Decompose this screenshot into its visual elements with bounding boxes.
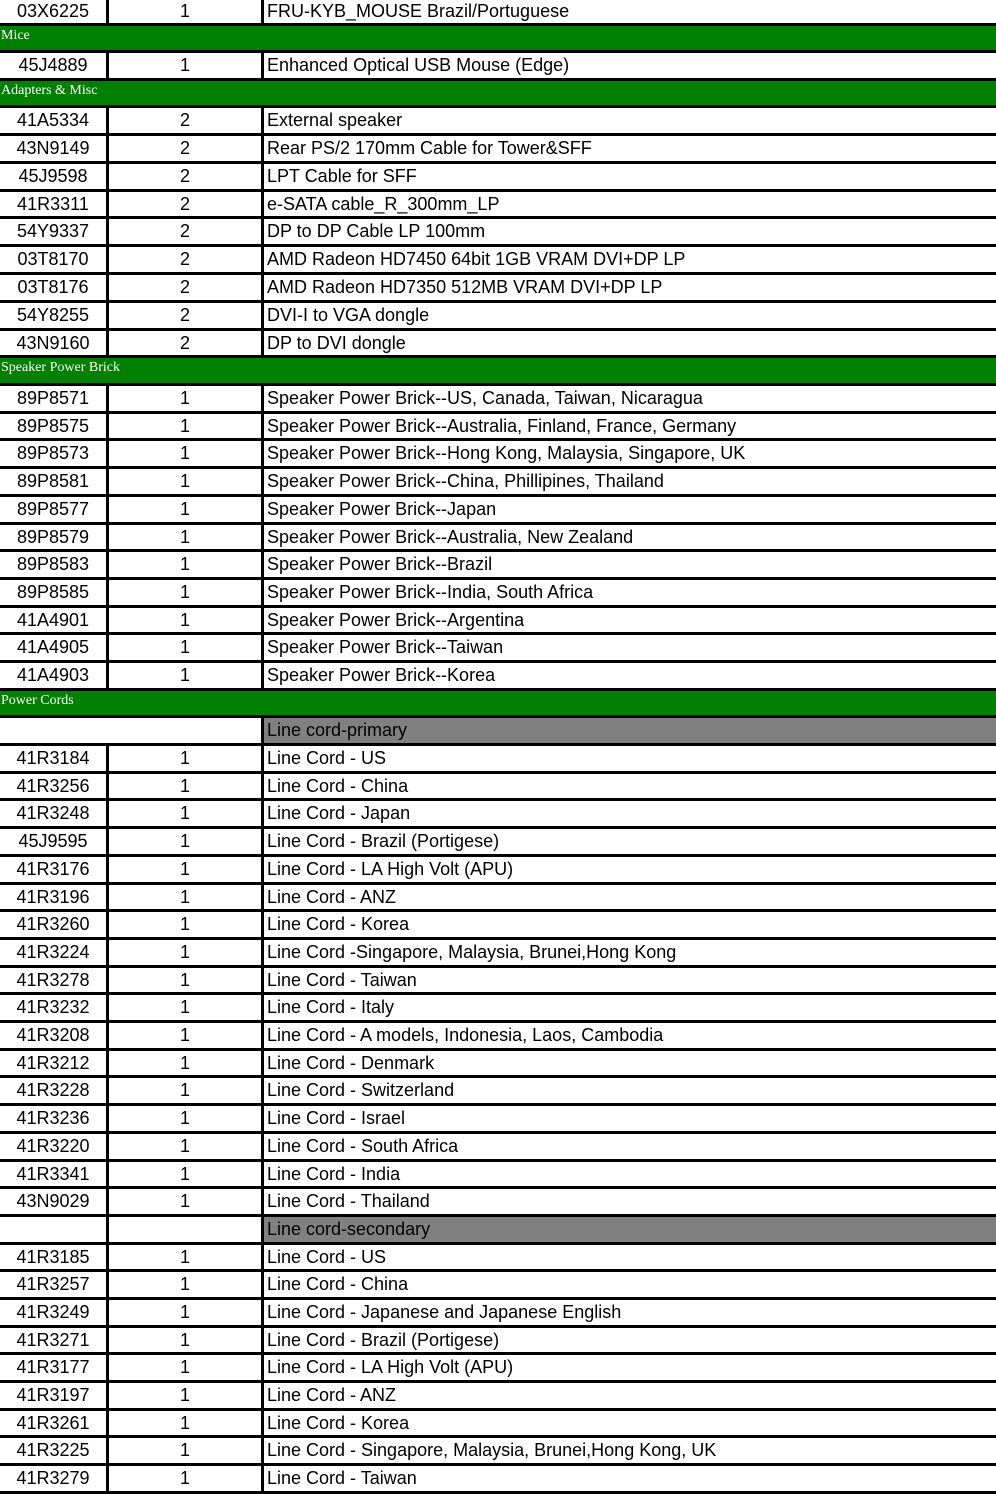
table-row: [0, 885, 996, 912]
section-header-row: [0, 691, 996, 718]
description-cell: Speaker Power Brick--Australia, New Zealand: [261, 525, 996, 549]
part-number-cell: 54Y9337: [16, 221, 90, 241]
quantity-cell: 1: [106, 386, 261, 411]
quantity-cell: 1: [106, 995, 261, 1020]
part-number-cell: 41A4905: [16, 637, 90, 657]
description-cell: Line Cord - South Africa: [261, 1134, 996, 1159]
quantity-cell: 1: [106, 801, 261, 826]
table-row: [0, 1078, 996, 1106]
quantity-cell: 1: [106, 469, 261, 494]
quantity-cell: 1: [106, 1272, 261, 1297]
table-row: [0, 1438, 996, 1466]
description-cell: Line Cord - Japanese and Japanese English: [261, 1300, 996, 1325]
part-number-cell: 41R3257: [16, 1274, 90, 1294]
quantity-cell: 1: [106, 857, 261, 882]
part-number-cell: 43N9029: [16, 1191, 90, 1211]
quantity-cell: 1: [106, 1162, 261, 1186]
quantity-cell: 1: [106, 497, 261, 522]
quantity-cell: 1: [106, 53, 261, 78]
part-number-cell: 89P8573: [16, 443, 90, 463]
description-cell: Line Cord - Israel: [261, 1106, 996, 1131]
quantity-cell: 1: [106, 1023, 261, 1048]
description-cell: Line Cord - LA High Volt (APU): [261, 1355, 996, 1380]
quantity-cell: 1: [106, 940, 261, 965]
table-row: [0, 608, 996, 635]
part-number-cell: 89P8585: [16, 582, 90, 602]
description-cell: Line Cord - Thailand: [261, 1189, 996, 1214]
part-number-cell: 41R3256: [16, 775, 90, 796]
part-number-cell: 41R3224: [16, 942, 90, 962]
part-number-cell: [0, 1217, 106, 1242]
quantity-cell: 1: [106, 525, 261, 549]
table-row: [0, 940, 996, 968]
quantity-cell: 1: [106, 1411, 261, 1435]
description-cell: Line Cord - ANZ: [261, 1383, 996, 1408]
description-cell: AMD Radeon HD7350 512MB VRAM DVI+DP LP: [261, 275, 996, 300]
quantity-cell: 2: [106, 219, 261, 244]
table-row: [0, 829, 996, 857]
part-number-cell: 41R3260: [16, 914, 90, 934]
description-cell: DP to DVI dongle: [261, 331, 996, 355]
section-header-row: [0, 358, 996, 386]
table-row: [0, 53, 996, 81]
description-cell: Line Cord - US: [261, 1245, 996, 1269]
part-number-cell: 89P8581: [16, 471, 90, 491]
description-cell: Speaker Power Brick--Taiwan: [261, 635, 996, 660]
part-number-cell: 43N9149: [16, 138, 90, 158]
part-number-cell: 43N9160: [16, 332, 90, 353]
table-row: [0, 1051, 996, 1078]
table-row: [0, 136, 996, 164]
part-number-cell: 45J9598: [18, 166, 88, 186]
table-row: [0, 1328, 996, 1355]
description-cell: DP to DP Cable LP 100mm: [261, 219, 996, 244]
part-number-cell: 41R3271: [16, 1329, 90, 1350]
description-cell: Line Cord - Brazil (Portigese): [261, 1328, 996, 1352]
description-cell: Line Cord - Taiwan: [261, 968, 996, 992]
description-cell: LPT Cable for SFF: [261, 164, 996, 189]
quantity-cell: 1: [106, 441, 261, 466]
table-row: [0, 414, 996, 441]
table-row: [0, 774, 996, 801]
quantity-cell: 1: [106, 1134, 261, 1159]
quantity-cell: 2: [106, 136, 261, 161]
description-cell: Line Cord - Taiwan: [261, 1466, 996, 1491]
table-row: [0, 1134, 996, 1162]
quantity-cell: 2: [106, 164, 261, 189]
quantity-cell: 1: [106, 552, 261, 577]
quantity-cell: 1: [106, 968, 261, 992]
part-number-cell: 41R3184: [16, 748, 90, 768]
part-number-cell: 41R3261: [16, 1412, 90, 1433]
table-row: [0, 275, 996, 303]
part-number-cell: 41R3197: [16, 1385, 90, 1405]
section-label: Adapters & Misc: [1, 83, 98, 98]
part-number-cell: 41R3196: [16, 886, 90, 907]
table-row: [0, 801, 996, 829]
description-cell: Line cord-primary: [261, 718, 996, 743]
table-row: [0, 469, 996, 497]
part-number-cell: 41R3279: [16, 1468, 90, 1488]
quantity-cell: 1: [106, 1245, 261, 1269]
table-row: [0, 1023, 996, 1051]
description-cell: Line Cord - Switzerland: [261, 1078, 996, 1103]
table-row: [0, 1466, 996, 1494]
part-number-cell: 89P8579: [16, 526, 90, 547]
quantity-cell: 2: [106, 303, 261, 328]
part-number-cell: 41R3236: [16, 1108, 90, 1128]
table-row: [0, 995, 996, 1023]
quantity-cell: 1: [106, 746, 261, 771]
description-cell: Speaker Power Brick--Japan: [261, 497, 996, 522]
quantity-cell: 2: [106, 331, 261, 355]
quantity-cell: 1: [106, 0, 261, 23]
table-row: [0, 1355, 996, 1383]
table-row: [0, 912, 996, 940]
quantity-cell: 2: [106, 108, 261, 133]
table-row: [0, 663, 996, 691]
description-cell: Line Cord - China: [261, 774, 996, 798]
part-number-cell: 03X6225: [16, 1, 90, 21]
quantity-cell: 2: [106, 192, 261, 216]
table-row: [0, 968, 996, 995]
part-number-cell: 41A5334: [16, 110, 90, 130]
description-cell: Speaker Power Brick--China, Phillipines, Thailand: [261, 469, 996, 494]
table-row: [0, 164, 996, 192]
quantity-cell: 1: [106, 663, 261, 688]
table-row: [0, 635, 996, 663]
part-number-cell: 41R3225: [16, 1440, 90, 1460]
part-number-cell: 89P8583: [16, 554, 90, 574]
quantity-cell: 1: [106, 1355, 261, 1380]
quantity-cell: 1: [106, 1383, 261, 1408]
description-cell: Line Cord - Brazil (Portigese): [261, 829, 996, 854]
quantity-cell: [106, 718, 261, 743]
table-row: [0, 108, 996, 136]
table-row: [0, 1411, 996, 1438]
table-row: [0, 1383, 996, 1411]
description-cell: DVI-I to VGA dongle: [261, 303, 996, 328]
table-row: [0, 580, 996, 608]
quantity-cell: 1: [106, 414, 261, 438]
table-row: [0, 746, 996, 774]
description-cell: Line Cord - LA High Volt (APU): [261, 857, 996, 882]
description-cell: Line Cord - A models, Indonesia, Laos, Cambodia: [261, 1023, 996, 1048]
quantity-cell: 1: [106, 635, 261, 660]
description-cell: Line Cord - US: [261, 746, 996, 771]
part-number-cell: 54Y8255: [16, 305, 90, 325]
table-row: [0, 192, 996, 219]
description-cell: Speaker Power Brick--Argentina: [261, 608, 996, 632]
section-label: Power Cords: [1, 693, 74, 708]
part-number-cell: 41R3228: [16, 1080, 90, 1100]
part-number-cell: 41R3248: [16, 803, 90, 823]
description-cell: Line Cord - Japan: [261, 801, 996, 826]
table-row: [0, 552, 996, 580]
quantity-cell: 2: [106, 275, 261, 300]
description-cell: Speaker Power Brick--Hong Kong, Malaysia, Singapore, UK: [261, 441, 996, 466]
part-number-cell: 41R3212: [16, 1052, 90, 1073]
part-number-cell: 89P8575: [16, 415, 90, 436]
table-row: [0, 525, 996, 552]
description-cell: Line Cord - Korea: [261, 912, 996, 937]
description-cell: FRU-KYB_MOUSE Brazil/Portuguese: [261, 0, 996, 23]
part-number-cell: 41R3278: [16, 969, 90, 990]
description-cell: Speaker Power Brick--Korea: [261, 663, 996, 688]
part-number-cell: 89P8571: [16, 388, 90, 408]
quantity-cell: 1: [106, 1051, 261, 1075]
section-header-row: [0, 26, 996, 53]
description-cell: Speaker Power Brick--US, Canada, Taiwan, Nicaragua: [261, 386, 996, 411]
description-cell: Speaker Power Brick--Australia, Finland, France, Germany: [261, 414, 996, 438]
part-number-cell: 45J4889: [18, 55, 88, 75]
part-number-cell: 41R3341: [16, 1163, 90, 1184]
part-number-cell: 41R3185: [16, 1246, 90, 1267]
quantity-cell: 1: [106, 1189, 261, 1214]
description-cell: Line Cord - India: [261, 1162, 996, 1186]
quantity-cell: 2: [106, 247, 261, 272]
table-row: [0, 1300, 996, 1328]
part-number-cell: 41R3249: [16, 1302, 90, 1322]
part-number-cell: 41R3311: [17, 193, 89, 214]
table-row: [0, 219, 996, 247]
quantity-cell: 1: [106, 829, 261, 854]
table-row: [0, 0, 996, 26]
table-row: [0, 1245, 996, 1272]
part-number-cell: 45J9595: [18, 831, 88, 851]
description-cell: Speaker Power Brick--India, South Africa: [261, 580, 996, 605]
quantity-cell: 1: [106, 774, 261, 798]
part-number-cell: [0, 718, 106, 743]
table-row: [0, 331, 996, 358]
description-cell: Line Cord - ANZ: [261, 885, 996, 909]
part-number-cell: 41R3208: [16, 1025, 90, 1045]
description-cell: External speaker: [261, 108, 996, 133]
part-number-cell: 41R3177: [16, 1357, 90, 1377]
description-cell: Line Cord - Singapore, Malaysia, Brunei,Hong Kong, UK: [261, 1438, 996, 1463]
subheader-row: [0, 1217, 996, 1245]
table-row: [0, 441, 996, 469]
quantity-cell: 1: [106, 1300, 261, 1325]
part-number-cell: 41R3232: [16, 997, 90, 1017]
quantity-cell: 1: [106, 1078, 261, 1103]
subheader-row: [0, 718, 996, 746]
quantity-cell: 1: [106, 1466, 261, 1491]
description-cell: Line Cord - Italy: [261, 995, 996, 1020]
table-row: [0, 1162, 996, 1189]
table-row: [0, 1272, 996, 1300]
part-number-cell: 03T8170: [17, 249, 89, 269]
description-cell: AMD Radeon HD7450 64bit 1GB VRAM DVI+DP LP: [261, 247, 996, 272]
quantity-cell: 1: [106, 1328, 261, 1352]
quantity-cell: 1: [106, 1438, 261, 1463]
quantity-cell: 1: [106, 885, 261, 909]
part-number-cell: 89P8577: [16, 499, 90, 519]
description-cell: Line Cord - Denmark: [261, 1051, 996, 1075]
quantity-cell: 1: [106, 912, 261, 937]
description-cell: Line Cord -Singapore, Malaysia, Brunei,Hong Kong: [261, 940, 996, 965]
part-number-cell: 03T8176: [17, 277, 89, 297]
table-row: [0, 1106, 996, 1134]
quantity-cell: 1: [106, 608, 261, 632]
quantity-cell: 1: [106, 1106, 261, 1131]
quantity-cell: [106, 1217, 261, 1242]
table-row: [0, 857, 996, 885]
description-cell: Enhanced Optical USB Mouse (Edge): [261, 53, 996, 78]
description-cell: e-SATA cable_R_300mm_LP: [261, 192, 996, 216]
part-number-cell: 41A4901: [16, 609, 90, 630]
table-row: [0, 497, 996, 525]
part-number-cell: 41R3220: [16, 1136, 90, 1156]
section-label: Mice: [1, 28, 30, 43]
quantity-cell: 1: [106, 580, 261, 605]
table-row: [0, 247, 996, 275]
description-cell: Line Cord - China: [261, 1272, 996, 1297]
description-cell: Rear PS/2 170mm Cable for Tower&SFF: [261, 136, 996, 161]
description-cell: Line cord-secondary: [261, 1217, 996, 1242]
description-cell: Line Cord - Korea: [261, 1411, 996, 1435]
section-label: Speaker Power Brick: [1, 360, 120, 375]
table-row: [0, 1189, 996, 1217]
part-number-cell: 41R3176: [16, 859, 90, 879]
table-row: [0, 386, 996, 414]
table-row: [0, 303, 996, 331]
section-header-row: [0, 81, 996, 108]
part-number-cell: 41A4903: [16, 665, 90, 685]
description-cell: Speaker Power Brick--Brazil: [261, 552, 996, 577]
